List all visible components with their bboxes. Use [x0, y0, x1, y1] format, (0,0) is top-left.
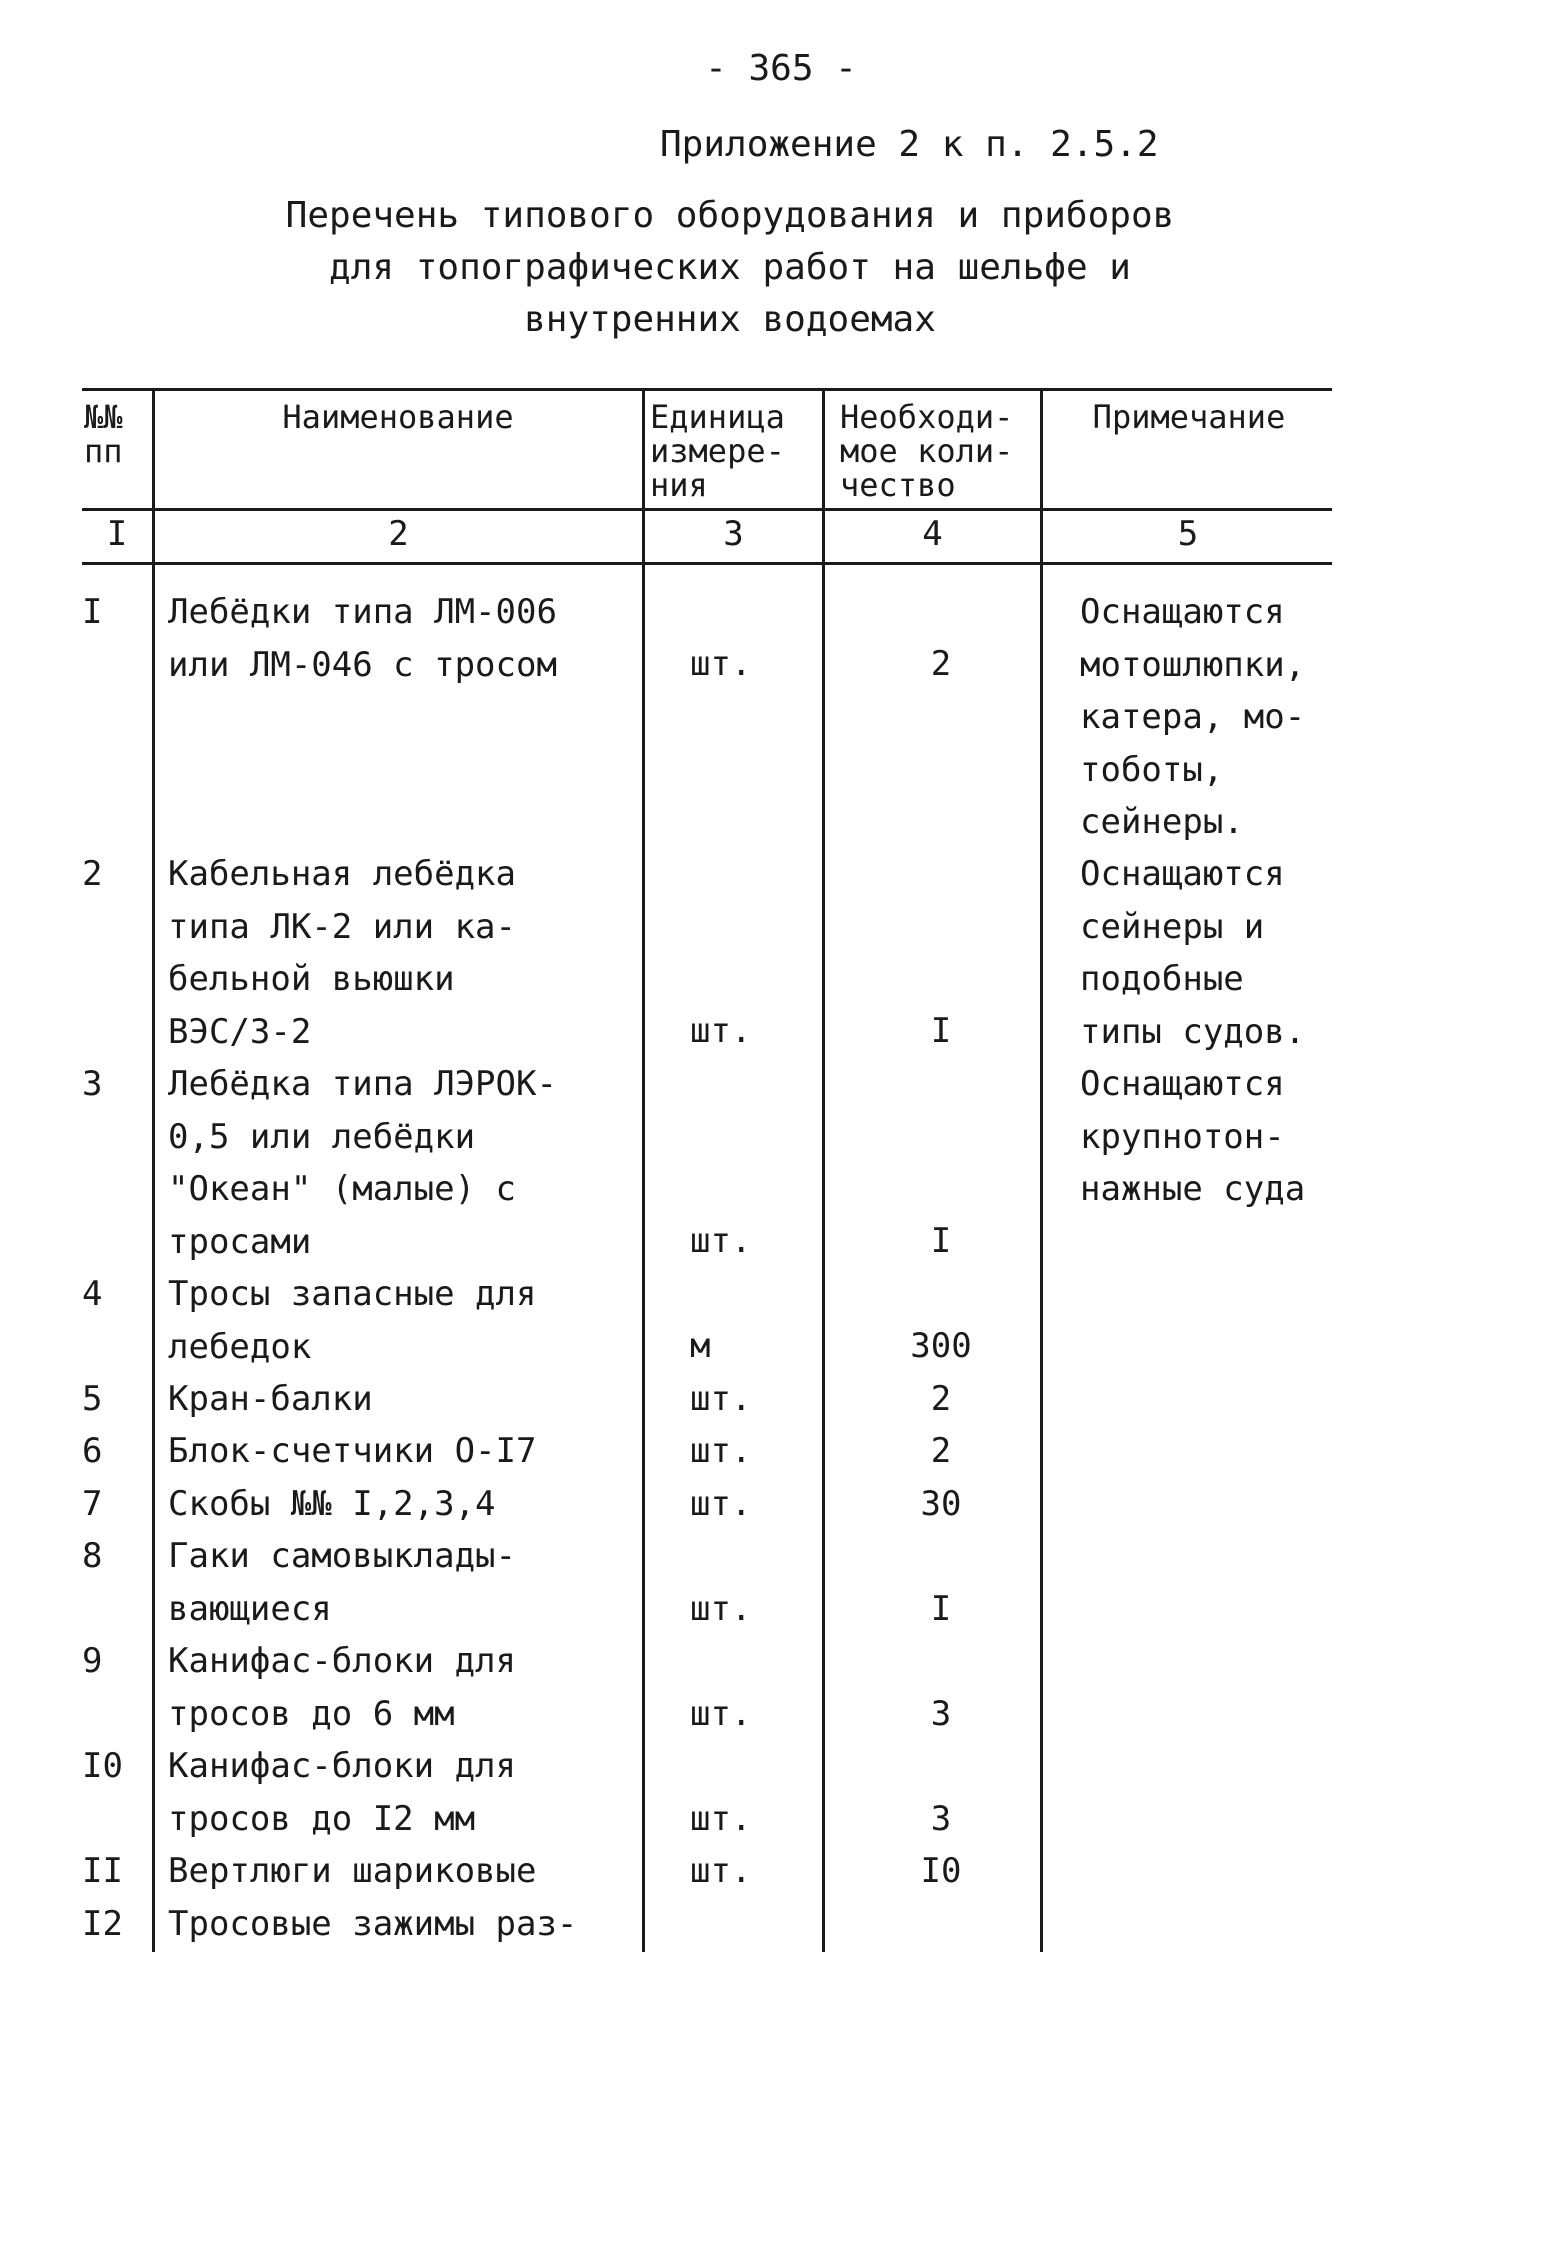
item-name-line: "Океан" (малые) с: [168, 1169, 516, 1209]
item-name-line: Лебёдка типа ЛЭРОК-: [168, 1064, 557, 1104]
item-name: [168, 1530, 516, 1635]
row-number: I0: [82, 1746, 123, 1786]
row-number: 8: [82, 1536, 103, 1576]
item-name: [168, 1898, 577, 1951]
item-note-line: крупнотон-: [1080, 1116, 1285, 1157]
item-name-line: лебедок: [168, 1326, 312, 1367]
row-number: 3: [82, 1064, 103, 1104]
item-note-line: катера, мо-: [1080, 697, 1306, 737]
item-note-line: типы судов.: [1080, 1011, 1306, 1052]
item-name: [168, 1058, 557, 1268]
row-number: 9: [82, 1641, 103, 1681]
item-note-line: сейнеры и: [1080, 906, 1265, 947]
row-number: 6: [82, 1431, 103, 1471]
column-number: 3: [723, 514, 744, 554]
item-name-line: Канифас-блоки для: [168, 1641, 516, 1681]
item-quantity: 2: [930, 1379, 952, 1419]
item-note-line: подобные: [1080, 959, 1244, 999]
header-note: Примечание: [1092, 398, 1286, 436]
header-unit: Единица измере- ния: [650, 398, 785, 504]
item-name-line: ВЭС/3-2: [168, 1011, 312, 1052]
item-unit: шт.: [690, 1431, 752, 1471]
item-name-line: Лебёдки типа ЛМ-006: [168, 592, 557, 632]
item-name-line: Скобы №№ I,2,3,4: [168, 1484, 496, 1524]
item-name-line: Кран-балки: [168, 1379, 373, 1419]
item-name-line: тросами: [168, 1221, 312, 1262]
item-unit: шт.: [690, 644, 752, 684]
item-unit: шт.: [690, 1589, 752, 1629]
item-quantity: 3: [930, 1694, 952, 1734]
item-note-line: мотошлюпки,: [1080, 644, 1306, 685]
item-quantity: 300: [910, 1326, 972, 1366]
item-quantity: 2: [930, 644, 952, 684]
item-quantity: 30: [920, 1484, 962, 1524]
item-name-line: вающиеся: [168, 1588, 332, 1629]
item-quantity: I: [930, 1011, 952, 1051]
column-number: 5: [1177, 514, 1199, 554]
column-number: 2: [388, 514, 409, 554]
item-name-line: тросов до I2 мм: [168, 1798, 476, 1839]
page-number: - 365 -: [705, 48, 857, 89]
item-name-line: Канифас-блоки для: [168, 1746, 516, 1786]
title-line: Перечень типового оборудования и приборов: [285, 195, 1175, 236]
item-name-line: Тросы запасные для: [168, 1274, 537, 1314]
item-quantity: I: [930, 1589, 952, 1629]
item-name-line: типа ЛК-2 или ка-: [168, 906, 516, 947]
item-note-line: нажные суда: [1080, 1169, 1306, 1209]
item-name-line: бельной вьюшки: [168, 959, 455, 999]
item-unit: шт.: [690, 1694, 752, 1734]
item-quantity: 2: [930, 1431, 952, 1471]
item-unit: шт.: [690, 1379, 752, 1419]
title-line: для топографических работ на шельфе и: [329, 247, 1131, 288]
header-bottom-rule: [82, 508, 1332, 511]
item-quantity: 3: [930, 1799, 952, 1839]
item-unit: шт.: [690, 1799, 752, 1839]
item-name: [168, 1268, 536, 1373]
row-number: I2: [82, 1904, 123, 1944]
column-number: I: [106, 514, 128, 554]
header-quantity: Необходи- мое коли- чество: [840, 398, 1014, 504]
row-number: 4: [82, 1274, 103, 1314]
item-note-line: Оснащаются: [1080, 592, 1285, 632]
item-name-line: Тросовые зажимы раз-: [168, 1904, 578, 1944]
item-name-line: Блок-счетчики О-I7: [168, 1431, 537, 1471]
item-name: [168, 1845, 536, 1898]
item-note: [1080, 1058, 1305, 1216]
item-name-line: 0,5 или лебёдки: [168, 1116, 476, 1157]
item-name-line: или ЛМ-046 с тросом: [168, 644, 557, 685]
row-number: 5: [82, 1379, 103, 1419]
item-unit: шт.: [690, 1484, 752, 1524]
table-top-rule: [82, 388, 1332, 391]
item-note-line: сейнеры.: [1080, 802, 1244, 842]
column-number-rule: [82, 562, 1332, 565]
column-number: 4: [922, 514, 943, 554]
item-unit: м: [690, 1326, 711, 1366]
item-name: [168, 1478, 496, 1531]
item-note-line: тоботы,: [1080, 749, 1224, 790]
column-divider-3: [822, 390, 825, 1952]
item-unit: шт.: [690, 1851, 752, 1891]
item-name-line: Гаки самовыклады-: [168, 1536, 516, 1576]
column-divider-1: [152, 390, 155, 1952]
column-divider-2: [642, 390, 645, 1952]
item-quantity: I0: [920, 1851, 962, 1891]
item-name-line: тросов до 6 мм: [168, 1693, 455, 1734]
item-note-line: Оснащаются: [1080, 1064, 1285, 1104]
item-name: [168, 848, 516, 1058]
item-name: [168, 586, 557, 691]
item-name: [168, 1740, 516, 1845]
item-unit: шт.: [690, 1011, 752, 1051]
item-name-line: Кабельная лебёдка: [168, 854, 516, 894]
header-number: №№ пп: [84, 398, 123, 470]
item-note: [1080, 848, 1305, 1058]
appendix-reference: Приложение 2 к п. 2.5.2: [660, 124, 1159, 165]
row-number: I: [82, 592, 103, 632]
row-number: II: [82, 1851, 123, 1891]
header-name: Наименование: [282, 398, 514, 436]
row-number: 2: [82, 854, 103, 894]
item-quantity: I: [930, 1221, 952, 1261]
item-note-line: Оснащаются: [1080, 854, 1285, 894]
item-name-line: Вертлюги шариковые: [168, 1851, 537, 1891]
row-number: 7: [82, 1484, 103, 1524]
item-unit: шт.: [690, 1221, 752, 1261]
item-note: [1080, 586, 1305, 849]
item-name: [168, 1373, 373, 1426]
item-name: [168, 1425, 536, 1478]
item-name: [168, 1635, 516, 1740]
title-line: внутренних водоемах: [524, 299, 936, 340]
